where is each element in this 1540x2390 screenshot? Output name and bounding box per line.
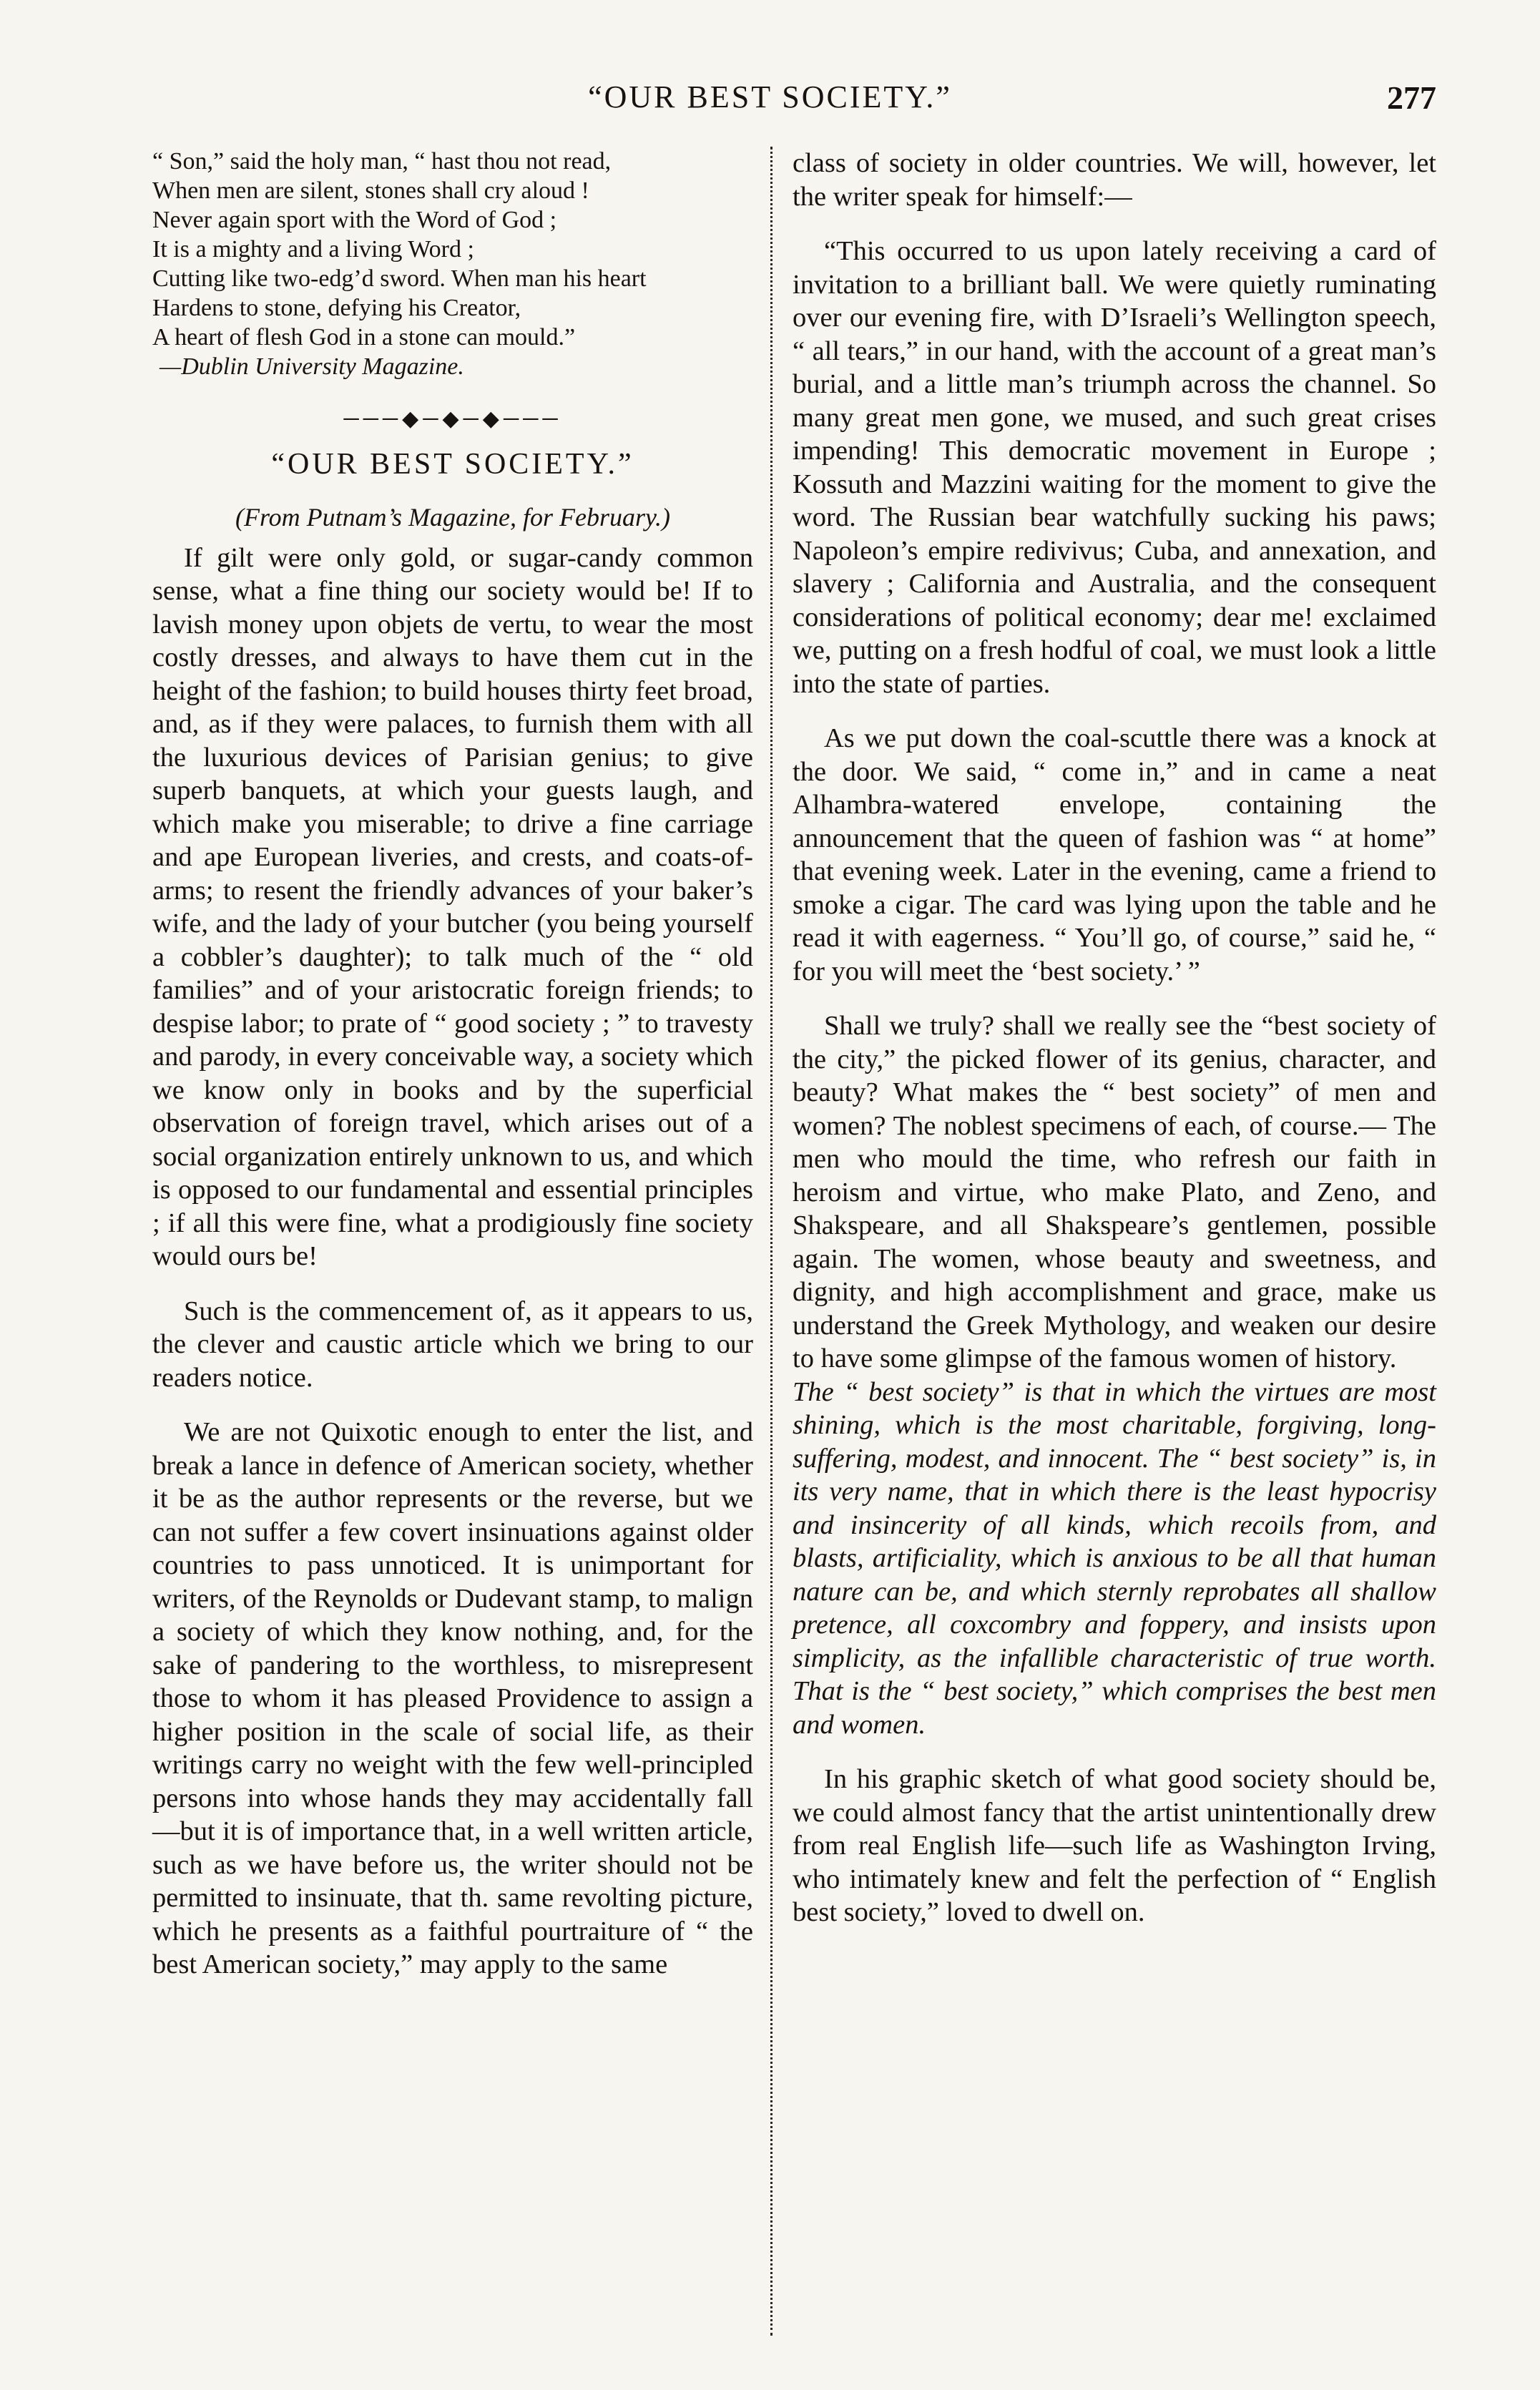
page-number: 277	[1387, 79, 1436, 116]
quoted-paragraph: “This occurred to us upon lately receiving a card of invitation to a brilliant ball. We were quietly ruminating over our evening fire, with D’Israeli’s Wellington speech, “ all tears,” in our hand, with the account of a great man’s burial, and a little man’s triumph across the channel. So many great men gone, we mused, and such great crises impending! This democratic movement in Europe ; Kossuth and Mazzini waiting for the moment to give the word. The Russian bear watchfully sucking his paws; Napoleon’s empire redivivus; Cuba, and annexation, and slavery ; California and Australia, and the consequent considerations of political economy; dear me! exclaimed we, putting on a fresh hodful of coal, we must look a little into the state of parties.	[793, 236, 1436, 699]
running-head	[0, 79, 1540, 129]
article-title: “OUR BEST SOCIETY.”	[271, 447, 634, 481]
poem-attribution: —Dublin University Magazine.	[160, 353, 464, 380]
poem-line: A heart of flesh God in a stone can mould.”	[152, 324, 576, 351]
italic-passage: The “ best society” is that in which the virtues are most shining, which is the most charitable, forgiving, long-suffering, modest, and innocent. The “ best society” is, in its very name, that in which there is the least hypocrisy and insincerity of all kinds, which recoils from, and blasts, artificiality, which is anxious to be all that human nature can be, and which sternly reprobates all shallow pretence, all coxcombry and foppery, and insists upon simplicity, as the infallible characteristic of true worth. That is the “ best society,” which comprises the best men and women.	[793, 1376, 1436, 1740]
article-paragraph: Such is the commencement of, as it appears to us, the clever and caustic article which we bring to our readers notice.	[152, 1296, 753, 1393]
article-paragraph: We are not Quixotic enough to enter the list, and break a lance in defence of American society, whether it be as the author represents or the reverse, but we can not suffer a few covert insinuations against older countries to pass unnoticed. It is unimportant for writers, of the Reynolds or Dudevant stamp, to malign a society of which they know nothing, and, for the sake of pandering to the worthless, to misrepresent those to whom it has pleased Providence to assign a higher position in the scale of social life, as their writings carry no weight with the few well-principled persons into whose hands they may accidentally fall—but it is of importance that, in a well written article, such as we have before us, the writer should not be permitted to insinuate, that th. same revolting picture, which he presents as a faithful pourtraiture of “ the best American society,” may apply to the same	[152, 1417, 753, 1979]
poem-line: “ Son,” said the holy man, “ hast thou not read,	[152, 148, 612, 175]
poem-excerpt	[152, 147, 753, 381]
column-divider	[770, 147, 773, 2336]
right-column	[793, 147, 1436, 1929]
article-paragraph: If gilt were only gold, or sugar-candy common sense, what a fine thing our society would be! If to lavish money upon objets de vertu, to wear the most costly dresses, and always to have them cut in the height of the fashion; to build houses thirty feet broad, and, as if they were palaces, to furnish them with all the luxurious devices of Parisian genius; to give superb banquets, at which your guests laugh, and which make you miserable; to drive a fine carriage and ape European liveries, and crests, and coats-of-arms; to resent the friendly advances of your baker’s wife, and the lady of your butcher (you being yourself a cobbler’s daughter); to talk much of the “ old families” and of your aristocratic foreign friends; to despise labor; to prate of “ good society ; ” to travesty and parody, in every conceivable way, a society which we know only in books and by the superficial observation of foreign travel, which arises out of a social organization entirely unknown to us, and which is opposed to our fundamental and essential principles ; if all this were fine, what a prodigiously fine society would ours be!	[152, 542, 753, 1271]
poem-line: It is a mighty and a living Word ;	[152, 236, 474, 263]
section-ornament: ───◆─◆─◆───	[343, 407, 562, 431]
poem-line: Hardens to stone, defying his Creator,	[152, 295, 521, 321]
quoted-paragraph: As we put down the coal-scuttle there was a knock at the door. We said, “ come in,” and in came a neat Alhambra-watered envelope, containing the announcement that the queen of fashion was “ at home” that evening week. Later in the evening, came a friend to smoke a cigar. The card was lying upon the table and he read it with eagerness. “ You’ll go, of course,” said he, “ for you will meet the ‘best society.’ ”	[793, 723, 1436, 986]
poem-line: Cutting like two-edg’d sword. When man his heart	[152, 265, 647, 292]
left-column	[152, 147, 753, 1982]
poem-line: When men are silent, stones shall cry aloud !	[152, 177, 589, 204]
poem-line: Never again sport with the Word of God ;	[152, 207, 557, 233]
running-head-title: “OUR BEST SOCIETY.”	[588, 79, 952, 114]
article-source: (From Putnam’s Magazine, for February.)	[235, 503, 670, 532]
article-paragraph: class of society in older countries. We will, however, let the writer speak for himself:—	[793, 148, 1436, 212]
quoted-paragraph: Shall we truly? shall we really see the “best society of the city,” the picked flower of its genius, character, and beauty? What makes the “ best society” of men and women? The noblest specimens of each, of course.— The men who mould the time, who refresh our faith in heroism and virtue, who make Plato, and Zeno, and Shakspeare, and all Shakspeare’s gentlemen, possible again. The women, whose beauty and sweetness, and dignity, and high accomplishment and grace, make us understand the Greek Mythology, and weaken our desire to have some glimpse of the famous women of history.	[793, 1011, 1436, 1373]
article-paragraph: In his graphic sketch of what good society should be, we could almost fancy that the artist unintentionally drew from real English life—such life as Washington Irving, who intimately knew and felt the perfection of “ English best society,” loved to dwell on.	[793, 1764, 1436, 1927]
